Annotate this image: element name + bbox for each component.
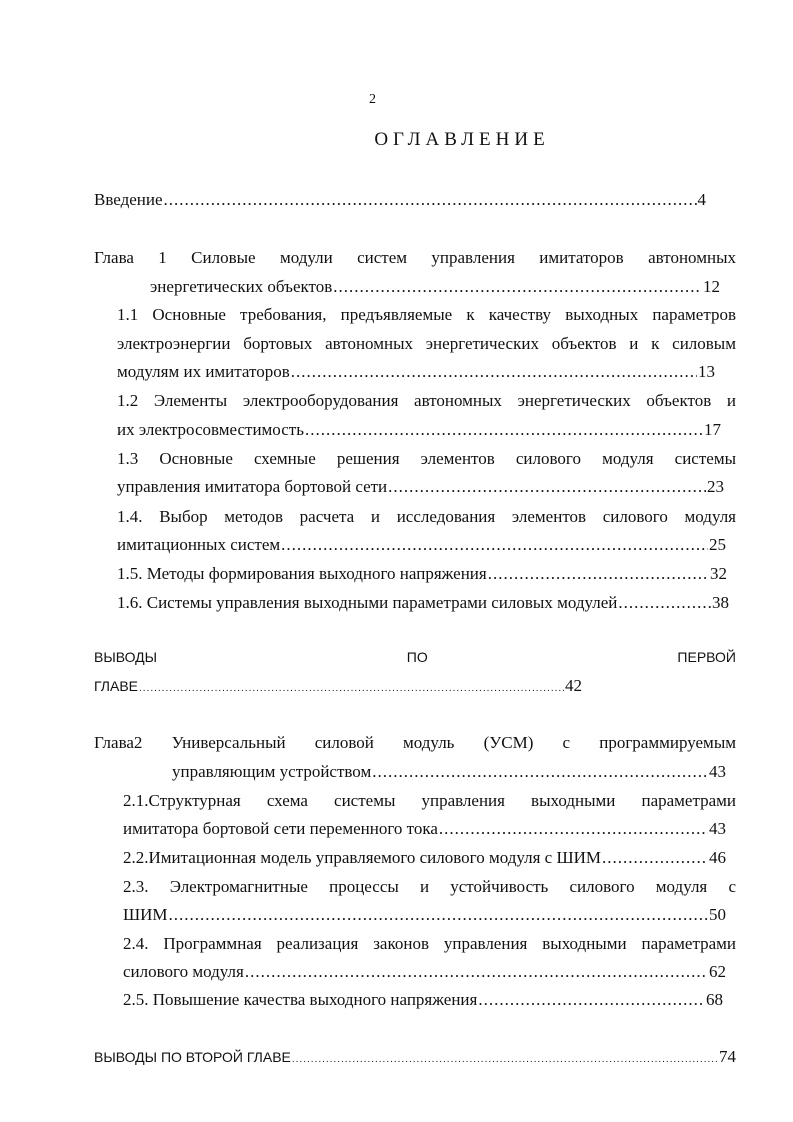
toc-section-2-3-line2: ШИМ (123, 905, 168, 924)
toc-section-2-2-label: 2.2.Имитационная модель управляемого силового модуля с ШИМ (123, 848, 602, 867)
toc-section-2-1-line2: имитатора бортовой сети переменного тока (123, 819, 438, 838)
dot-leader (281, 530, 708, 559)
toc-section-1-4 (117, 530, 726, 559)
toc-intro-page: 4 (697, 190, 706, 209)
dot-leader (169, 900, 708, 929)
toc-section-2-4-page: 62 (709, 962, 726, 981)
toc-section-1-3-line1: 1.3 Основные схемные решения элементов силового модуля системы (117, 449, 736, 468)
toc-title: ОГЛАВЛЕНИЕ (374, 129, 550, 150)
toc-conclusions1 (94, 671, 582, 703)
toc-section-1-6 (117, 588, 729, 617)
toc-section-1-5-label: 1.5. Методы формирования выходного напряжения (117, 564, 487, 583)
toc-section-2-4 (123, 957, 726, 986)
toc-section-1-6-page: 38 (712, 593, 729, 612)
toc-intro (94, 185, 706, 214)
toc-section-1-4-page: 25 (709, 535, 726, 554)
toc-section-1-5-page: 32 (710, 564, 727, 583)
dot-leader (333, 272, 702, 301)
toc-section-2-3 (123, 900, 726, 929)
dot-leader (291, 357, 697, 386)
toc-section-2-1-page: 43 (709, 819, 726, 838)
toc-section-1-3 (117, 472, 724, 501)
toc-section-1-1-page: 13 (698, 362, 715, 381)
toc-section-1-4-line2: имитационных систем (117, 535, 281, 554)
toc-section-2-4-line2: силового модуля (123, 962, 244, 981)
toc-section-2-5 (123, 985, 723, 1014)
toc-section-2-4-line1: 2.4. Программная реализация законов управления выходными параметрами (123, 934, 736, 953)
dot-leader (602, 843, 708, 872)
toc-section-2-3-page: 50 (709, 905, 726, 924)
toc-section-2-1-line1: 2.1.Структурная схема системы управления выходными параметрами (123, 791, 736, 810)
dot-leader (372, 757, 708, 786)
toc-section-1-6-label: 1.6. Системы управления выходными параметрами силовых модулей (117, 593, 618, 612)
toc-conclusions2 (94, 1042, 736, 1074)
toc-conclusions2-label: ВЫВОДЫ ПО ВТОРОЙ ГЛАВЕ (94, 1049, 291, 1065)
dot-leader (139, 672, 564, 703)
toc-conclusions1-page: 42 (565, 676, 582, 695)
dot-leader (488, 559, 709, 588)
toc-section-1-2-page: 17 (704, 420, 721, 439)
toc-section-2-5-page: 68 (706, 990, 723, 1009)
dot-leader (478, 985, 705, 1014)
toc-chapter2 (172, 757, 726, 786)
dot-leader (439, 814, 708, 843)
dot-leader (305, 415, 703, 444)
toc-section-1-2-line2: их электросовместимость (117, 420, 304, 439)
dot-leader (164, 185, 697, 214)
toc-section-1-1-line2: электроэнергии бортовых автономных энергетических объектов и к силовым (117, 334, 736, 353)
toc-chapter1-line2: энергетических объектов (150, 277, 333, 296)
dot-leader (618, 588, 711, 617)
toc-section-1-3-page: 23 (707, 477, 724, 496)
toc-section-2-2-page: 46 (709, 848, 726, 867)
toc-section-2-1 (123, 814, 726, 843)
toc-section-1-2 (117, 415, 721, 444)
toc-section-1-5 (117, 559, 727, 588)
toc-conclusions1-line1: ВЫВОДЫ ПО ПЕРВОЙ (94, 649, 736, 665)
toc-chapter2-line1: Глава2 Универсальный силовой модуль (УСМ) с программируемым (94, 733, 736, 752)
toc-section-1-1-line3: модулям их имитаторов (117, 362, 290, 381)
toc-section-1-1 (117, 357, 715, 386)
toc-chapter1-line1: Глава 1 Силовые модули систем управления имитаторов автономных (94, 248, 736, 267)
toc-conclusions1-line2: ГЛАВЕ (94, 678, 138, 694)
dot-leader (245, 957, 708, 986)
dot-leader (388, 472, 706, 501)
toc-section-2-2 (123, 843, 726, 872)
toc-section-1-4-line1: 1.4. Выбор методов расчета и исследования элементов силового модуля (117, 507, 736, 526)
page-number: 2 (369, 92, 376, 107)
toc-chapter2-line2: управляющим устройством (172, 762, 372, 781)
dot-leader (292, 1043, 718, 1074)
toc-chapter1-page: 12 (703, 277, 720, 296)
toc-section-2-3-line1: 2.3. Электромагнитные процессы и устойчивость силового модуля с (123, 877, 736, 896)
toc-section-1-3-line2: управления имитатора бортовой сети (117, 477, 388, 496)
toc-chapter2-page: 43 (709, 762, 726, 781)
toc-section-1-1-line1: 1.1 Основные требования, предъявляемые к качеству выходных параметров (117, 305, 736, 324)
toc-section-1-2-line1: 1.2 Элементы электрооборудования автономных энергетических объектов и (117, 391, 736, 410)
toc-intro-label: Введение (94, 190, 163, 209)
toc-chapter1 (150, 272, 720, 301)
toc-conclusions2-page: 74 (719, 1047, 736, 1066)
toc-section-2-5-label: 2.5. Повышение качества выходного напряжения (123, 990, 478, 1009)
